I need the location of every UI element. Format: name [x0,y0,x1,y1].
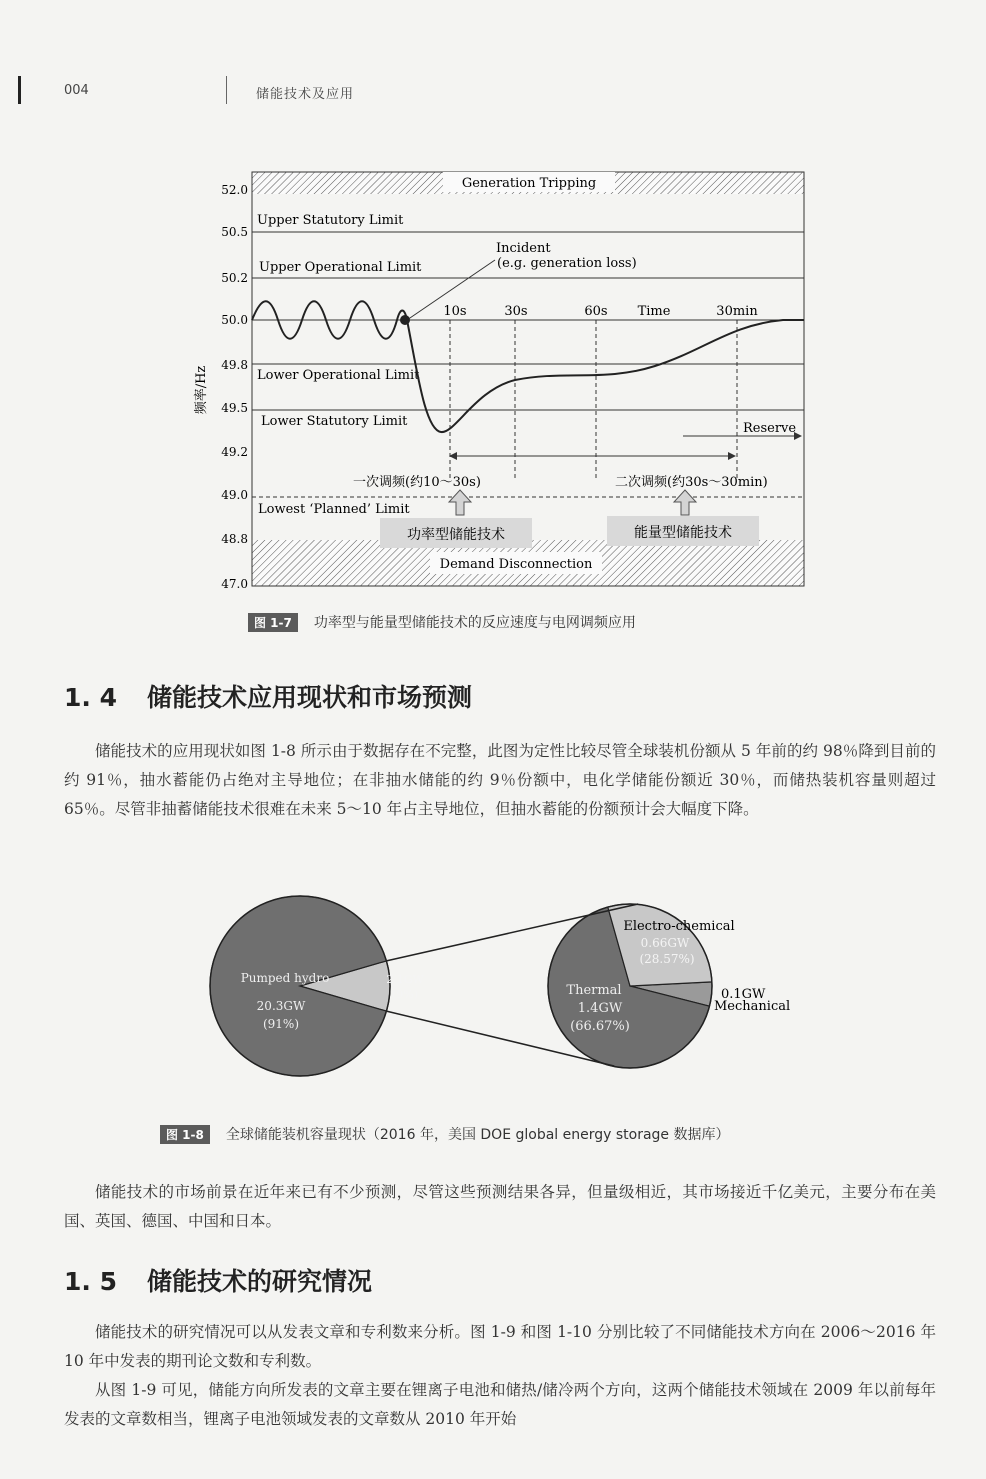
paragraph-text: 储能技术的研究情况可以从发表文章和专利数来分析。图 1-9 和图 1-10 分别比较了不同储能技术方向在 2006～2016 年 10 年中发表的期刊论文数和专利数。 [64,1323,936,1370]
paragraph-text: 储能技术的市场前景在近年来已有不少预测，尽管这些预测结果各异，但量级相近，其市场接近千亿美元，主要分布在美国、英国、德国、中国和日本。 [64,1183,936,1230]
marker-time: Time [637,304,671,319]
power-type-label: 功率型储能技术 [407,527,505,543]
incident-sublabel: (e.g. generation loss) [497,256,637,271]
y-tick-label: 50.5 [221,225,248,239]
y-tick-label: 49.2 [221,445,248,459]
section-heading-1-5 [64,1262,372,1298]
mechanical-label: Mechanical [714,999,791,1014]
reserve-label: Reserve [743,421,797,436]
pumped-hydro-label: Pumped hydro [240,971,330,985]
section-number: 1. 4 [64,683,117,712]
pumped-hydro-pct: (91%) [262,1017,300,1031]
y-tick-label: 48.8 [221,532,248,546]
y-tick-label: 50.0 [221,313,248,327]
figure2-caption [160,1124,730,1144]
figure-storage-capacity-pies [205,888,805,1078]
marker-30s: 30s [504,304,528,319]
marker-30min: 30min [716,304,758,319]
figure1-tag: 图 1-7 [248,613,298,632]
paragraph-text: 从图 1-9 可见，储能方向所发表的文章主要在锂离子电池和储热/储冷两个方向，这两个储能技术领域在 2009 年以前每年发表的文章数相当，锂离子电池领域发表的文章数从 2010 年开始 [64,1381,936,1428]
non-pumped-value: 2.1GW [386,973,424,986]
pumped-hydro-value: 20.3GW [256,999,306,1013]
market-paragraph [64,1178,936,1236]
figure-frequency-response [185,160,815,600]
figure1-caption-text: 功率型与能量型储能技术的反应速度与电网调频应用 [313,615,636,631]
section15-paragraphs [64,1318,936,1434]
marker-60s: 60s [584,304,608,319]
y-tick-label: 49.5 [221,401,248,415]
y-tick-label: 52.0 [221,183,248,197]
left-pie [210,896,390,1076]
y-tick-label: 47.0 [221,577,248,591]
lowest-planned-label: Lowest ‘Planned’ Limit [258,502,410,517]
incident-point [400,315,410,325]
y-tick-label: 49.8 [221,358,248,372]
up-arrow-icon [674,490,696,515]
frequency-curve [252,301,804,432]
electrochemical-pct: (28.57%) [639,952,695,966]
section-number: 1. 5 [64,1267,117,1296]
thermal-label: Thermal [566,983,622,998]
lower-operational-label: Lower Operational Limit [257,368,420,383]
header-separator [226,76,227,104]
lower-statutory-label: Lower Statutory Limit [261,414,408,429]
upper-statutory-label: Upper Statutory Limit [257,213,404,228]
electrochemical-label: Electro-chemical [623,919,735,934]
mechanical-value: 0.1GW [721,987,766,1002]
page-number: 004 [64,83,89,98]
energy-type-label: 能量型储能技术 [634,525,732,541]
paragraph-text: 储能技术的应用现状如图 1-8 所示由于数据存在不完整，此图为定性比较尽管全球装机份额从 5 年前的约 98％降到目前的约 91％，抽水蓄能仍占绝对主导地位；在非抽水储能的约 9％份额中，电化学储能份额近 30％，而储热装机容量则超过 65％。尽管非抽蓄储能技术很难在未来 5～10 年占主导地位，但抽水蓄能的份额预计会大幅度下降。 [64,742,936,818]
section14-paragraph [64,737,936,824]
demand-disconnection-label: Demand Disconnection [439,557,593,572]
section-title: 储能技术的研究情况 [147,1267,373,1296]
primary-regulation-label: 一次调频(约10～30s) [353,475,481,490]
generation-tripping-label: Generation Tripping [461,176,597,191]
figure1-caption [248,612,636,632]
non-pumped-pct: (9%) [391,988,419,1001]
thermal-value: 1.4GW [577,1001,623,1016]
section-heading-1-4 [64,678,472,714]
upper-operational-label: Upper Operational Limit [259,260,422,275]
y-axis-ticks [221,183,248,591]
marker-10s: 10s [443,304,467,319]
electrochemical-value: 0.66GW [640,936,690,950]
incident-label: Incident [496,241,551,256]
up-arrow-icon [449,490,471,515]
book-title: 储能技术及应用 [256,87,355,102]
secondary-regulation-label: 二次调频(约30s～30min) [615,475,768,490]
thermal-pct: (66.67%) [570,1019,630,1034]
figure2-caption-text: 全球储能装机容量现状（2016 年，美国 DOE global energy storage 数据库） [225,1127,730,1143]
y-axis-label: 频率/Hz [194,365,209,415]
y-tick-label: 50.2 [221,271,248,285]
figure2-tag: 图 1-8 [160,1125,210,1144]
section-title: 储能技术应用现状和市场预测 [147,683,473,712]
header-bar [18,76,21,104]
y-tick-label: 49.0 [221,488,248,502]
